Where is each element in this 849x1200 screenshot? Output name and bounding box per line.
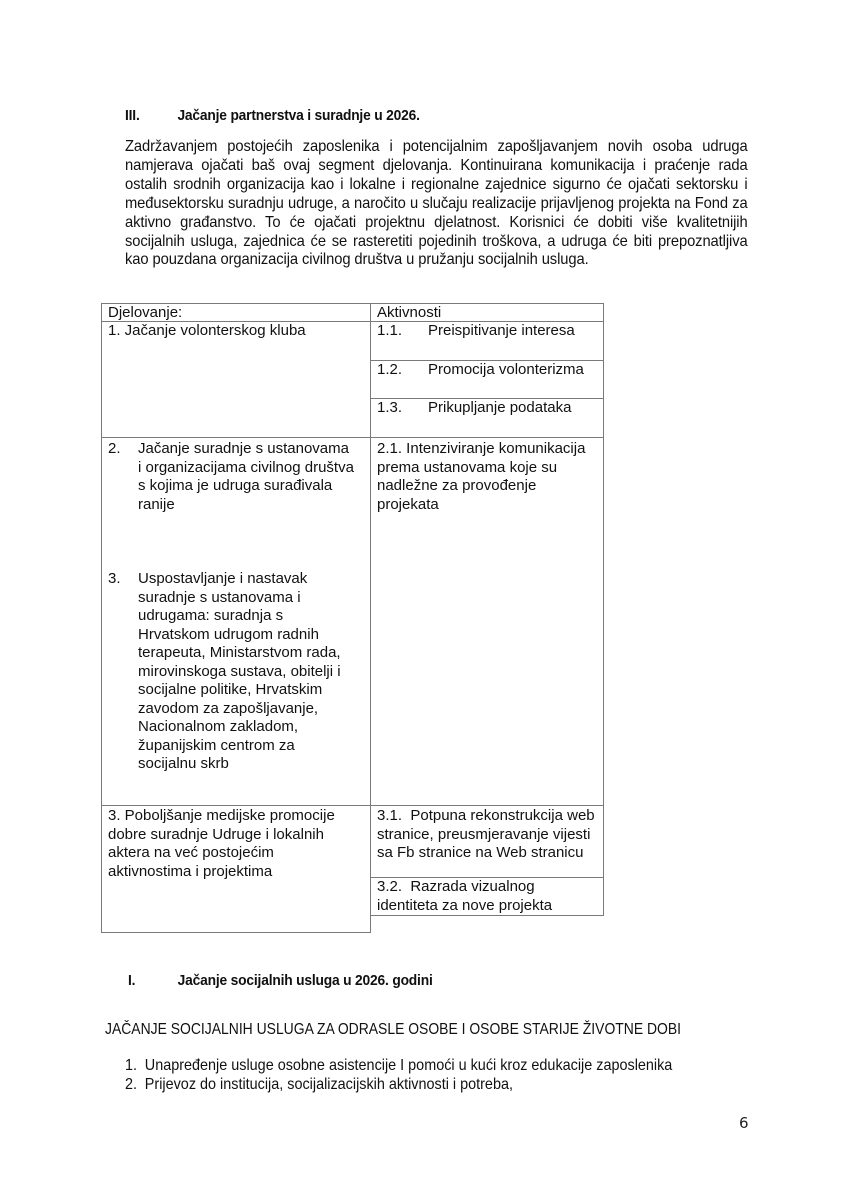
djelovanje-text: Jačanje suradnje s ustanovama i organizacijama civilnog društva s kojima je udruga surađivala ranije: [138, 440, 354, 513]
activity-number: 1.3.: [377, 399, 403, 416]
djelovanje-number: 2.: [108, 440, 121, 457]
list-number: 1.: [125, 1057, 138, 1074]
section-i-subheading: JAČANJE SOCIJALNIH USLUGA ZA ODRASLE OSOBE I OSOBE STARIJE ŽIVOTNE DOBI: [105, 1021, 682, 1038]
djelovanje-text: 3. Poboljšanje medijske promocije dobre suradnje Udruge i lokalnih aktera na već postojećim aktivnostima i projektima: [108, 807, 335, 880]
table-row-3-activity-2: [370, 877, 604, 916]
activity-text: 2.1. Intenziviranje komunikacija prema ustanovama koje su nadležne za provođenje projekata: [377, 440, 586, 513]
header-label: Aktivnosti: [377, 304, 442, 321]
table-row-3-djelovanje: [101, 805, 371, 933]
section-iii-heading: [125, 107, 585, 127]
list-text: Prijevoz do institucija, socijalizacijskih aktivnosti i potreba,: [144, 1076, 513, 1093]
djelovanje-text: 1. Jačanje volonterskog kluba: [108, 322, 306, 339]
activity-text: 3.2. Razrada vizualnog identiteta za nove projekta: [377, 878, 553, 914]
header-label: Djelovanje:: [108, 304, 183, 321]
table-row-3-activity-1: [370, 805, 604, 878]
activity-number: 1.2.: [377, 361, 403, 378]
table-header-djelovanje: [101, 303, 371, 322]
activity-label: Prikupljanje podataka: [428, 399, 572, 416]
activity-number: 1.1.: [377, 322, 403, 339]
djelovanje-number: 3.: [108, 570, 121, 587]
table-row-1-djelovanje: [101, 321, 371, 438]
activity-label: Promocija volonterizma: [428, 361, 584, 378]
section-iii-number: III.: [125, 107, 140, 124]
list-number: 2.: [125, 1076, 138, 1093]
table-row-1-activity-3: [370, 398, 604, 438]
page-number: 6: [739, 1114, 749, 1132]
section-iii-paragraph: [125, 138, 748, 270]
section-i-number: I.: [128, 972, 136, 989]
activity-text: 3.1. Potpuna rekonstrukcija web stranice, preusmjeravanje vijesti sa Fb stranice na Web stranicu: [377, 807, 599, 861]
djelovanje-text: Uspostavljanje i nastavak suradnje s ustanovama i udrugama: suradnja s Hrvatskom udrugom radnih terapeuta, Ministarstvom rada, mirovinskoga sustava, obitelji i socijalne politike, Hrvatskim zavodom za zapošljavanje, Nacionalnom zakladom, županijskim centrom za socijalnu skrb: [138, 570, 341, 772]
activity-label: Preispitivanje interesa: [428, 322, 575, 339]
section-i-title: Jačanje socijalnih usluga u 2026. godini: [177, 972, 433, 989]
list-text: Unapređenje usluge osobne asistencije I pomoći u kući kroz edukacije zaposlenika: [144, 1057, 673, 1074]
table-row-1-activity-1: [370, 321, 604, 361]
section-i-heading: [128, 972, 588, 992]
table-row-2-aktivnosti: [370, 437, 604, 806]
table-row-1-activity-2: [370, 360, 604, 399]
section-iii-title: Jačanje partnerstva i suradnje u 2026.: [177, 107, 420, 124]
table-header-aktivnosti: [370, 303, 604, 322]
paragraph-text: Zadržavanjem postojećih zaposlenika i potencijalnim zapošljavanjem novih osoba udruga namjerava ojačati baš ovaj segment djelovanja. Kontinuirana komunikacija i praćenje rada ostalih srodnih organizacija kao i lokalne i regionalne zajednice sigurno će ojačati sektorsku i međusektorsku suradnju udruge, a naročito u slučaju realizacije prijavljenog projekta na Fond za aktivno građanstvo. To će ojačati projektnu djelatnost. Korisnici će dobiti više kvalitetnijih socijalnih usluga, zajednica će se rasteretiti pojedinih troškova, a udruga će biti prepoznatljiva kao pouzdana organizacija civilnog društva u pružanju socijalnih usluga.: [125, 138, 748, 269]
table-row-2-djelovanje: [101, 437, 371, 806]
